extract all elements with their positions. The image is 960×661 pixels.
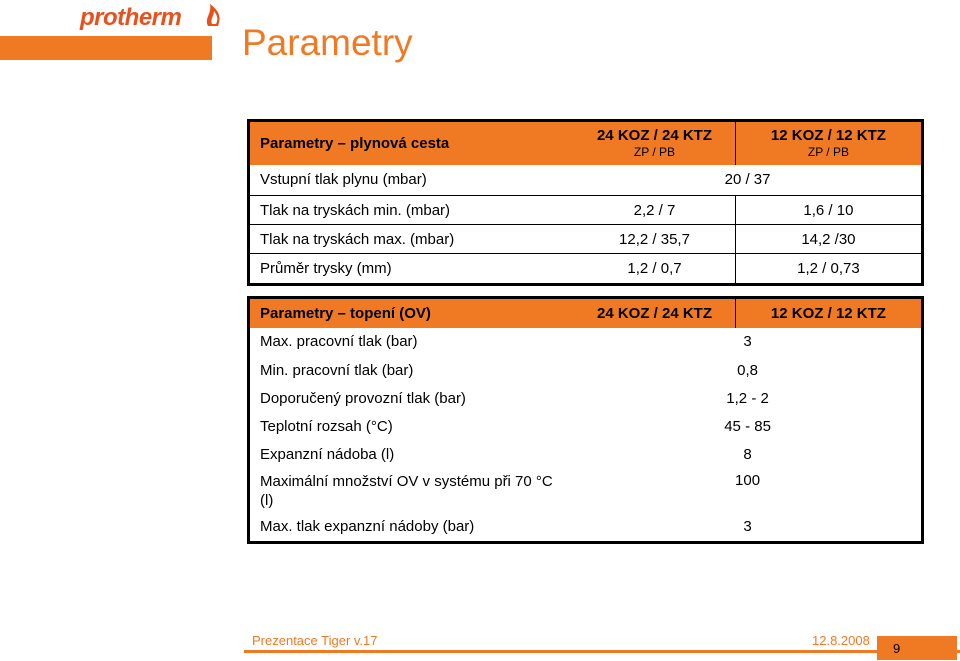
table-row xyxy=(249,225,923,254)
page-number-box xyxy=(877,636,957,660)
gas-col-12koz-sub: ZP / PB xyxy=(807,145,849,160)
row-label: Teplotní rozsah (°C) xyxy=(260,418,393,435)
page-number: 9 xyxy=(893,641,901,656)
row-value: 1,2 - 2 xyxy=(726,390,769,407)
table-row xyxy=(249,328,923,356)
gas-col-24koz-sub: ZP / PB xyxy=(633,145,676,160)
row-label: Vstupní tlak plynu (mbar) xyxy=(260,171,427,189)
table-header-row xyxy=(249,298,923,328)
row-label: Max. tlak expanzní nádoby (bar) xyxy=(260,518,475,536)
table-row xyxy=(249,165,923,196)
footer-accent-line xyxy=(244,650,960,653)
row-label: Tlak na tryskách min. (mbar) xyxy=(249,196,575,225)
protherm-logo xyxy=(80,4,220,34)
footer-presentation-name: Prezentace Tiger v.17 xyxy=(252,633,378,648)
row-label: Průměr trysky (mm) xyxy=(249,254,575,285)
row-label: Min. pracovní tlak (bar) xyxy=(260,361,414,379)
row-value-24koz: 1,2 / 0,7 xyxy=(574,254,735,285)
gas-table-title: Parametry – plynová cesta xyxy=(249,121,575,165)
table-row xyxy=(249,413,923,441)
table-row xyxy=(249,441,923,469)
table-row xyxy=(249,513,923,543)
row-value-24koz: 2,2 / 7 xyxy=(574,196,735,225)
heating-col-24koz: 24 KOZ / 24 KTZ xyxy=(574,298,735,328)
heating-col-12koz: 12 KOZ / 12 KTZ xyxy=(735,298,922,328)
gas-col-24koz xyxy=(574,121,735,165)
flame-icon xyxy=(204,2,224,28)
row-value: 8 xyxy=(743,446,752,463)
heating-parameters-table xyxy=(247,296,924,544)
heating-table-title: Parametry – topení (OV) xyxy=(249,298,575,328)
row-value-12koz: 1,2 / 0,73 xyxy=(735,254,922,285)
gas-col-24koz-label: 24 KOZ / 24 KTZ xyxy=(596,127,712,145)
row-label: Maximální množství OV v systému při 70 °C (l) xyxy=(260,472,553,509)
row-value: 0,8 xyxy=(737,361,758,379)
row-value: 45 - 85 xyxy=(724,418,771,435)
row-value-24koz: 12,2 / 35,7 xyxy=(574,225,735,254)
table-row xyxy=(249,385,923,413)
logo-text: protherm xyxy=(80,4,182,31)
row-value-12koz: 14,2 /30 xyxy=(735,225,922,254)
row-value: 20 / 37 xyxy=(724,171,771,189)
table-row xyxy=(249,196,923,225)
footer-date: 12.8.2008 xyxy=(812,633,870,648)
gas-col-12koz xyxy=(735,121,922,165)
row-value: 100 xyxy=(735,471,761,489)
table-row xyxy=(249,469,923,513)
table-row xyxy=(249,356,923,385)
row-label: Tlak na tryskách max. (mbar) xyxy=(249,225,575,254)
row-label: Max. pracovní tlak (bar) xyxy=(260,333,418,350)
table-header-row xyxy=(249,121,923,165)
row-value: 3 xyxy=(743,518,752,536)
table-row xyxy=(249,254,923,285)
page-title: Parametry xyxy=(242,22,413,63)
gas-col-12koz-label: 12 KOZ / 12 KTZ xyxy=(770,127,886,145)
row-value: 3 xyxy=(743,333,752,350)
row-value-12koz: 1,6 / 10 xyxy=(735,196,922,225)
row-label: Expanzní nádoba (l) xyxy=(260,446,395,463)
gas-parameters-table xyxy=(247,119,924,286)
header-accent-bar xyxy=(0,36,212,60)
row-label: Doporučený provozní tlak (bar) xyxy=(260,390,466,407)
